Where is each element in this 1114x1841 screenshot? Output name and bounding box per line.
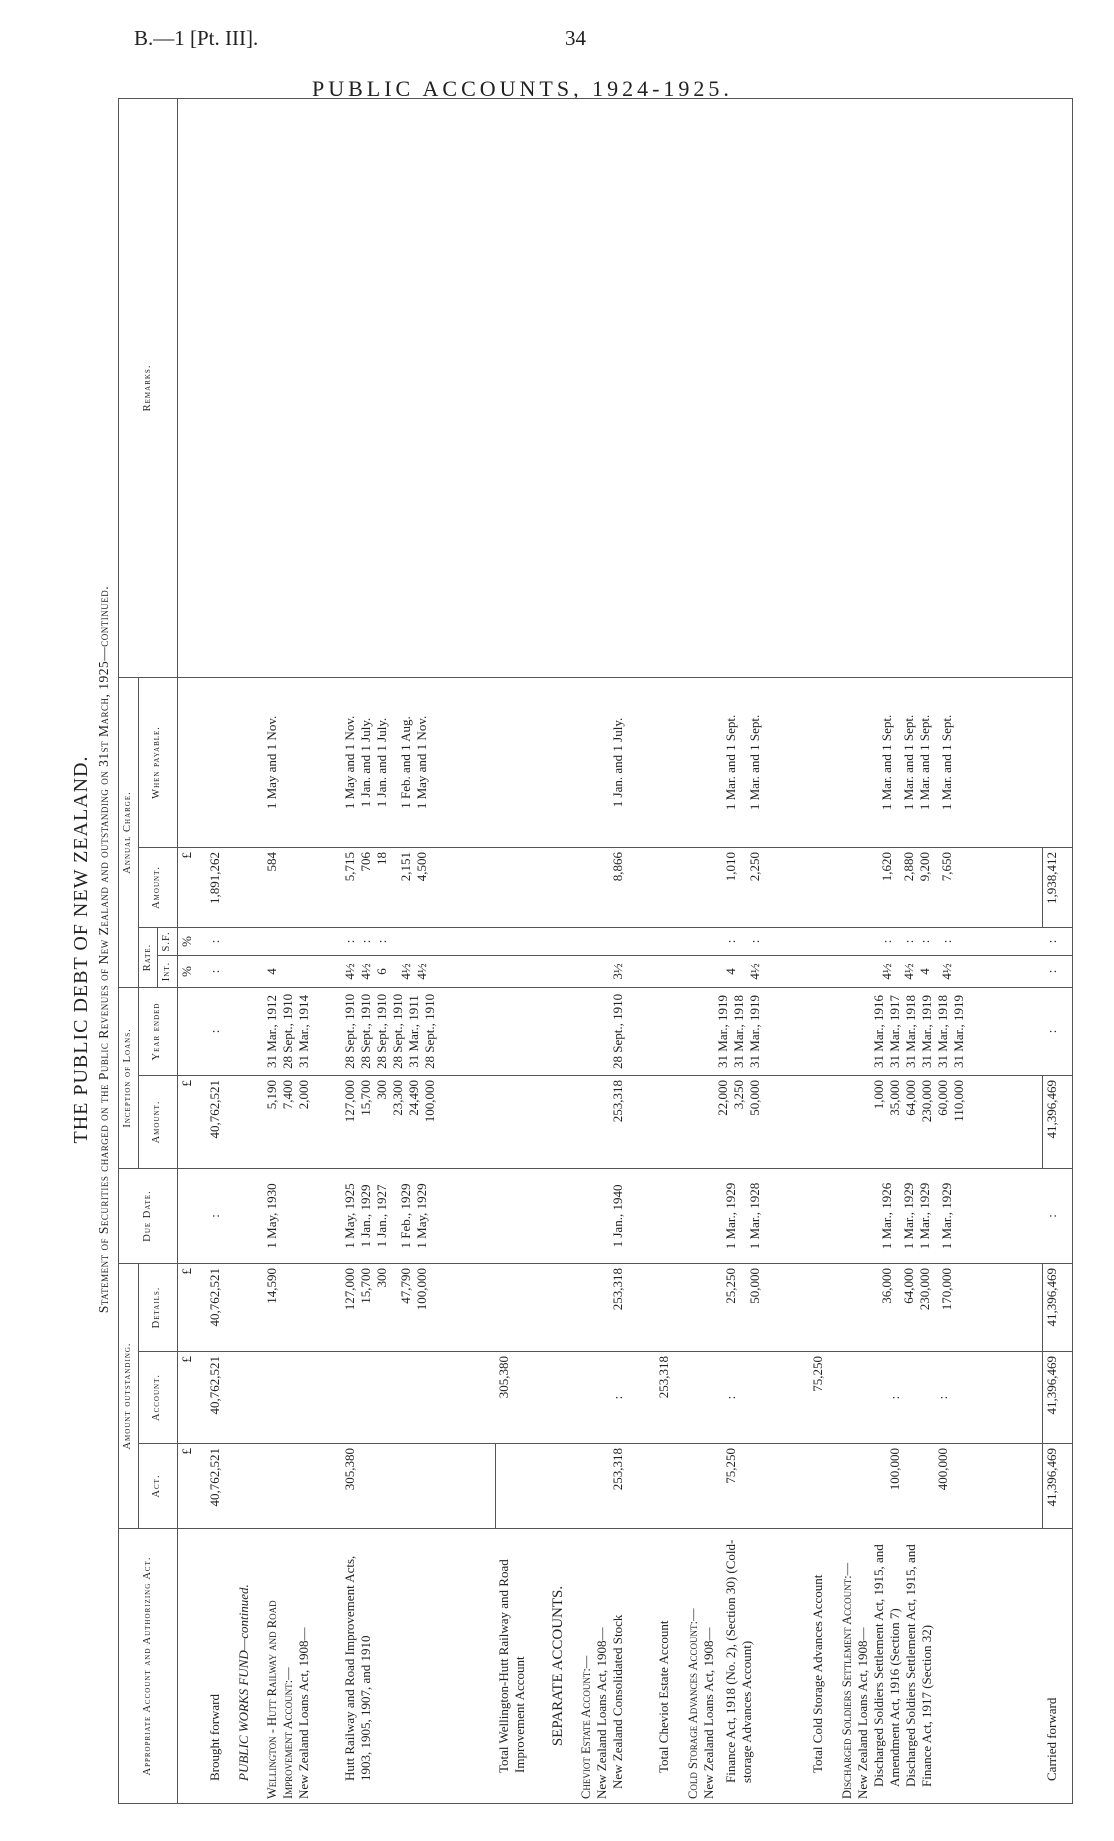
- cold-storage-sf: [684, 927, 810, 955]
- table-row: [809, 98, 837, 1803]
- colon-mark: :: [1043, 927, 1073, 955]
- percent-sign: %: [177, 927, 206, 955]
- year-line: 31 Mar., 1917: [886, 995, 902, 1068]
- colon-mark: :: [916, 939, 932, 944]
- amount-line: 24,490: [406, 1079, 422, 1116]
- cold-storage-charge-amounts: [684, 847, 810, 927]
- cold-storage-ints: [684, 955, 810, 987]
- rate-line: 4½: [746, 963, 762, 980]
- amount-line: 230,000: [918, 1079, 934, 1123]
- soldiers-inception-amounts: [838, 1075, 1043, 1168]
- colon-mark: :: [1043, 955, 1073, 987]
- cold-storage-inception-amounts: [684, 1075, 810, 1168]
- carried-forward-act: 41,396,469: [1043, 1444, 1073, 1529]
- amount-line: 1,000: [870, 1079, 886, 1110]
- colon-mark: :: [1043, 987, 1073, 1075]
- total-cheviot-account: 253,318: [655, 1352, 683, 1444]
- date-line: 1 Feb., 1929: [398, 1183, 414, 1249]
- when-line: 1 Feb. and 1 Aug.: [398, 716, 414, 809]
- year-line: 31 Mar., 1919: [950, 995, 966, 1068]
- col-annual-charge-header: Annual Charge.: [119, 677, 139, 987]
- brought-forward-inception-amount: 40,762,521: [206, 1075, 234, 1168]
- year-line: 28 Sept., 1910: [342, 993, 358, 1070]
- pound-sign: £: [177, 1444, 206, 1529]
- colon-mark: :: [358, 939, 374, 944]
- col-act-sub-header: Act.: [138, 1444, 177, 1529]
- col-rate-header: Rate.: [138, 927, 158, 987]
- year-line: 31 Mar., 1914: [295, 995, 311, 1068]
- cheviot-account-colon: [577, 1352, 656, 1444]
- soldiers-label-2: Discharged Soldiers Settlement Act, 1915, and Finance Act, 1917 (Section 32): [902, 1544, 934, 1787]
- soldiers-act: [838, 1444, 1043, 1529]
- cheviot-due: [577, 1168, 656, 1263]
- when-line: 1 Mar. and 1 Sept.: [722, 714, 738, 811]
- cheviot-inception-value: 253,318: [609, 1079, 625, 1123]
- amount-line: 15,700: [358, 1079, 374, 1116]
- date-line: 1 Mar., 1929: [722, 1182, 738, 1250]
- soldiers-label-1: Discharged Soldiers Settlement Act, 1915, and Amendment Act, 1916 (Section 7): [870, 1544, 902, 1787]
- wellington-details: 14,590: [263, 1263, 342, 1351]
- col-year-ended-header: Year ended: [138, 987, 177, 1075]
- amount-line: 7,400: [279, 1079, 295, 1110]
- colon-mark: :: [206, 955, 234, 987]
- col-inception-header: Inception of Loans.: [119, 987, 139, 1168]
- cheviot-due-value: 1 Jan., 1940: [609, 1184, 625, 1248]
- amount-line: 18: [374, 851, 390, 865]
- amount-line: 7,650: [938, 851, 954, 882]
- amount-line: 110,000: [950, 1079, 966, 1122]
- amount-line: 100,000: [414, 1267, 430, 1311]
- soldiers-act-line: New Zealand Loans Act, 1908—: [854, 1627, 870, 1799]
- when-line: 1 Mar. and 1 Sept.: [900, 714, 916, 811]
- cheviot-int-value: 3½: [609, 963, 625, 980]
- year-line: 31 Mar., 1912: [263, 995, 279, 1068]
- hutt-act: 305,380: [341, 1444, 495, 1529]
- cheviot-year-value: 28 Sept., 1910: [609, 993, 625, 1070]
- col-charge-amount-header: Amount.: [138, 847, 177, 927]
- cheviot-charge-value: 8,866: [609, 851, 625, 882]
- year-line: 28 Sept., 1910: [358, 993, 374, 1070]
- soldiers-act-1: 100,000: [886, 1448, 902, 1491]
- colon-mark: :: [342, 939, 358, 944]
- amount-line: 4,500: [414, 851, 430, 882]
- rate-line: 4: [722, 968, 738, 975]
- colon-mark: :: [722, 939, 738, 944]
- total-wellington-label: Total Wellington-Hutt Railway and Road Improvement Account: [495, 1529, 548, 1804]
- cold-storage-label: Finance Act, 1918 (No. 2), (Section 30) (Cold-storage Advances Account): [722, 1539, 754, 1783]
- cheviot-act-line: New Zealand Loans Act, 1908—: [593, 1627, 609, 1799]
- cold-storage-years: [684, 987, 810, 1075]
- year-line: 28 Sept., 1910: [279, 993, 295, 1070]
- soldiers-when: [838, 677, 1043, 847]
- wellington-account-block: [263, 1529, 342, 1804]
- amount-line: 50,000: [746, 1079, 762, 1116]
- year-line: 28 Sept., 1910: [374, 993, 390, 1070]
- brought-forward-act: 40,762,521: [206, 1444, 234, 1529]
- amount-line: 1,620: [878, 851, 894, 882]
- date-line: 1 Jan., 1927: [374, 1184, 390, 1248]
- hutt-charge-amounts: [341, 847, 495, 927]
- col-details-header: Details.: [138, 1263, 177, 1351]
- brought-forward-details: 40,762,521: [206, 1263, 234, 1351]
- cheviot-act-value: 253,318: [609, 1448, 625, 1491]
- date-line: 1 Mar., 1928: [746, 1182, 762, 1250]
- rate-line: 4½: [938, 963, 954, 980]
- table-row: [549, 98, 577, 1803]
- rate-line: 4½: [900, 963, 916, 980]
- year-line: 31 Mar., 1911: [406, 995, 422, 1068]
- col-sf-header: S.F.: [158, 927, 178, 955]
- when-line: 1 Mar. and 1 Sept.: [746, 714, 762, 811]
- soldiers-charge-amounts: [838, 847, 1043, 927]
- col-act-header: Appropriate Account and Authorizing Act.: [119, 1529, 178, 1804]
- date-line: 1 May, 1929: [414, 1183, 430, 1249]
- wellington-inception-amounts: [263, 1075, 342, 1168]
- table-row: [684, 98, 810, 1803]
- year-line: 31 Mar., 1919: [918, 995, 934, 1068]
- amount-line: 23,300: [390, 1079, 406, 1116]
- total-cold-storage-label: Total Cold Storage Advances Account: [809, 1529, 837, 1804]
- table-row: [206, 98, 234, 1803]
- year-line: 28 Sept., 1910: [422, 993, 438, 1070]
- cold-storage-act-value: 75,250: [722, 1448, 738, 1484]
- pound-sign: £: [177, 1352, 206, 1444]
- when-line: 1 May and 1 Nov.: [342, 715, 358, 810]
- table-row: [263, 98, 342, 1803]
- soldiers-due: [838, 1168, 1043, 1263]
- cheviot-act: [577, 1444, 656, 1529]
- hutt-int-rates: [341, 955, 495, 987]
- colon-mark: :: [938, 939, 954, 944]
- table-row: [655, 98, 683, 1803]
- brought-forward-charge-amount: 1,891,262: [206, 847, 234, 927]
- hutt-label: Hutt Railway and Road Improvement Acts, 1903, 1905, 1907, and 1910: [341, 1529, 495, 1804]
- cold-storage-act: [684, 1444, 810, 1529]
- cold-storage-heading: Cold Storage Advances Account:—: [685, 1608, 700, 1799]
- amount-line: 3,250: [730, 1079, 746, 1110]
- amount-line: 170,000: [938, 1267, 954, 1311]
- cheviot-int: [577, 955, 656, 987]
- rate-line: 4½: [878, 963, 894, 980]
- date-line: 1 Mar., 1926: [878, 1182, 894, 1250]
- total-cold-storage-account: 75,250: [809, 1352, 837, 1444]
- year-line: 28 Sept., 1910: [390, 993, 406, 1070]
- year-line: 31 Mar., 1919: [714, 995, 730, 1068]
- wellington-charge-amount: 584: [263, 847, 342, 927]
- amount-line: 36,000: [878, 1267, 894, 1304]
- date-line: 1 Mar., 1929: [938, 1182, 954, 1250]
- amount-line: 15,700: [358, 1267, 374, 1304]
- amount-line: 2,151: [398, 851, 414, 882]
- cold-storage-block: [684, 1529, 810, 1804]
- soldiers-act-2: 400,000: [934, 1448, 950, 1491]
- amount-line: 60,000: [934, 1079, 950, 1116]
- soldiers-details: [838, 1263, 1043, 1351]
- cheviot-block: [577, 1529, 656, 1804]
- rate-line: 4½: [398, 963, 414, 980]
- when-line: 1 May and 1 Nov.: [414, 715, 430, 810]
- cheviot-when: [577, 677, 656, 847]
- col-due-date-header: Due Date.: [119, 1168, 178, 1263]
- cold-storage-when: [684, 677, 810, 847]
- wellington-heading: Wellington - Hutt Railway and Road Improvement Account:—: [264, 1600, 295, 1799]
- cheviot-details-value: 253,318: [609, 1267, 625, 1311]
- carried-forward-details: 41,396,469: [1043, 1263, 1073, 1351]
- col-int-header: Int.: [158, 955, 178, 987]
- wellington-when-payable: 1 May and 1 Nov.: [263, 677, 342, 847]
- amount-line: 127,000: [342, 1079, 358, 1123]
- cold-storage-due: [684, 1168, 810, 1263]
- colon-mark: :: [374, 939, 390, 944]
- date-line: 1 Mar., 1929: [916, 1182, 932, 1250]
- soldiers-sf: [838, 927, 1043, 955]
- percent-sign: %: [177, 955, 206, 987]
- colon-mark: :: [722, 1395, 738, 1400]
- amount-line: 25,250: [722, 1267, 738, 1304]
- hutt-due-dates: [341, 1168, 495, 1263]
- total-wellington-account: 305,380: [495, 1352, 548, 1444]
- brought-forward-account: 40,762,521: [206, 1352, 234, 1444]
- year-line: 31 Mar., 1916: [870, 995, 886, 1068]
- brought-forward-label: Brought forward: [206, 1529, 234, 1804]
- table-row: [495, 98, 548, 1803]
- soldiers-account-colons: [838, 1352, 1043, 1444]
- pound-sign: £: [177, 847, 206, 927]
- total-cheviot-label: Total Cheviot Estate Account: [655, 1529, 683, 1804]
- cheviot-charge-amount: [577, 847, 656, 927]
- cold-storage-act-line: New Zealand Loans Act, 1908—: [700, 1627, 716, 1799]
- table-subtitle: Statement of Securities charged on the Public Revenues of New Zealand and outstanding on 31st March, 1925—continued.: [96, 585, 111, 1314]
- amount-line: 127,000: [342, 1267, 358, 1311]
- amount-line: 706: [358, 851, 374, 872]
- amount-line: 100,000: [422, 1079, 438, 1123]
- year-line: 31 Mar., 1918: [902, 995, 918, 1068]
- wellington-due-date: 1 May, 1930: [263, 1168, 342, 1263]
- colon-mark: :: [206, 1168, 234, 1263]
- table-row: [577, 98, 656, 1803]
- when-line: 1 Jan. and 1 July.: [374, 717, 390, 808]
- col-amount-outstanding-header: Amount outstanding.: [119, 1263, 139, 1528]
- when-line: 1 Mar. and 1 Sept.: [938, 714, 954, 811]
- ref-label: B.—1 [Pt. III].: [134, 26, 259, 50]
- amount-line: 5,190: [263, 1079, 279, 1110]
- colon-mark: :: [746, 939, 762, 944]
- table-row: [177, 98, 206, 1803]
- hutt-details: [341, 1263, 495, 1351]
- col-when-payable-header: When payable.: [138, 677, 177, 847]
- cheviot-when-value: 1 Jan. and 1 July.: [609, 717, 625, 808]
- amount-line: 9,200: [916, 851, 932, 882]
- hutt-inception-amounts: [341, 1075, 495, 1168]
- carried-forward-charge-amount: 1,938,412: [1043, 847, 1073, 927]
- rate-line: 4½: [342, 963, 358, 980]
- table-row: [235, 98, 263, 1803]
- wellington-act-line: New Zealand Loans Act, 1908—: [295, 1627, 311, 1799]
- soldiers-heading: Discharged Soldiers Settlement Account:—: [839, 1562, 854, 1799]
- colon-mark: :: [900, 939, 916, 944]
- cheviot-inception-amount: [577, 1075, 656, 1168]
- amount-line: 5,715: [342, 851, 358, 882]
- cheviot-details: [577, 1263, 656, 1351]
- hutt-years: [341, 987, 495, 1075]
- colon-mark: :: [206, 987, 234, 1075]
- cheviot-year: [577, 987, 656, 1075]
- hutt-sf: [341, 927, 495, 955]
- rate-line: 6: [374, 968, 390, 975]
- rate-line: 4½: [414, 963, 430, 980]
- rotated-table-page: [70, 87, 1080, 1812]
- when-line: 1 Mar. and 1 Sept.: [916, 714, 932, 811]
- colon-mark: :: [878, 939, 894, 944]
- amount-line: 300: [374, 1267, 390, 1288]
- page-number: 34: [565, 26, 586, 50]
- carried-forward-label: Carried forward: [1043, 1529, 1073, 1804]
- amount-line: 2,880: [900, 851, 916, 882]
- cheviot-heading: Cheviot Estate Account:—: [578, 1655, 593, 1799]
- amount-line: 2,000: [295, 1079, 311, 1110]
- wellington-int-rate: 4: [263, 955, 342, 987]
- table-row: [838, 98, 1043, 1803]
- soldiers-ints: [838, 955, 1043, 987]
- col-incep-amount-header: Amount.: [138, 1075, 177, 1168]
- date-line: 1 Jan., 1929: [358, 1184, 374, 1248]
- wellington-years: [263, 987, 342, 1075]
- main-title: THE PUBLIC DEBT OF NEW ZEALAND.: [70, 755, 92, 1144]
- pound-sign: £: [177, 1075, 206, 1168]
- amount-line: 50,000: [746, 1267, 762, 1304]
- year-line: 31 Mar., 1918: [934, 995, 950, 1068]
- amount-line: 64,000: [902, 1079, 918, 1116]
- pound-sign: £: [177, 1263, 206, 1351]
- soldiers-years: [838, 987, 1043, 1075]
- amount-line: 1,010: [722, 851, 738, 882]
- colon-mark: :: [934, 1395, 950, 1400]
- colon-mark: :: [1043, 1168, 1073, 1263]
- col-account-header: Account.: [138, 1352, 177, 1444]
- cold-storage-account-colon: [684, 1352, 810, 1444]
- public-works-fund-heading: PUBLIC WORKS FUND—continued.: [235, 1529, 263, 1804]
- year-line: 31 Mar., 1918: [730, 995, 746, 1068]
- rate-line: 4: [916, 968, 932, 975]
- table-row: [1043, 98, 1073, 1803]
- carried-forward-account: 41,396,469: [1043, 1352, 1073, 1444]
- running-title: PUBLIC ACCOUNTS, 1924-1925.: [312, 76, 733, 101]
- soldiers-block: [838, 1529, 1043, 1804]
- col-remarks-header: Remarks.: [119, 98, 178, 677]
- colon-mark: :: [886, 1395, 902, 1400]
- amount-line: 300: [374, 1079, 390, 1100]
- table-row: [341, 98, 495, 1803]
- hutt-when-payable: [341, 677, 495, 847]
- cheviot-stock-line: New Zealand Consolidated Stock: [609, 1614, 625, 1789]
- cold-storage-details: [684, 1263, 810, 1351]
- when-line: 1 Jan. and 1 July.: [358, 717, 374, 808]
- rate-line: 4½: [358, 963, 374, 980]
- colon-mark: :: [609, 1395, 625, 1400]
- colon-mark: :: [206, 927, 234, 955]
- year-line: 31 Mar., 1919: [746, 995, 762, 1068]
- amount-line: 230,000: [916, 1267, 932, 1311]
- public-debt-table: [118, 98, 1073, 1804]
- header-row-1: [119, 98, 139, 1803]
- separate-accounts-heading: SEPARATE ACCOUNTS.: [549, 1529, 577, 1804]
- date-line: 1 Mar., 1929: [900, 1182, 916, 1250]
- amount-line: 22,000: [714, 1079, 730, 1116]
- amount-line: 64,000: [900, 1267, 916, 1304]
- amount-line: 2,250: [746, 851, 762, 882]
- when-line: 1 Mar. and 1 Sept.: [878, 714, 894, 811]
- date-line: 1 May, 1925: [342, 1183, 358, 1249]
- amount-line: 47,790: [398, 1267, 414, 1304]
- amount-line: 35,000: [886, 1079, 902, 1116]
- carried-forward-inception-amount: 41,396,469: [1043, 1075, 1073, 1168]
